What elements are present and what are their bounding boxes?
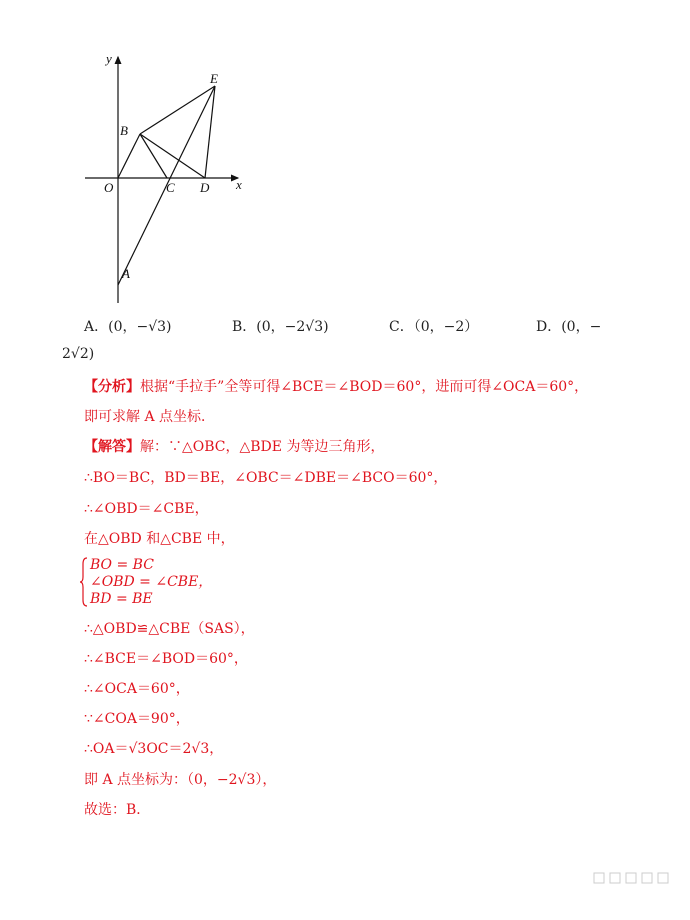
- brace-line-1: BO = BC: [90, 557, 154, 573]
- solution-line-8: ∵∠COA＝90°，: [84, 711, 190, 727]
- answer-line-1: [84, 436, 384, 456]
- brace-line-2: ∠OBD = ∠CBE，: [90, 574, 213, 590]
- analysis-tag: 【分析】: [84, 379, 140, 395]
- label-y: y: [106, 51, 112, 66]
- option-d-continued: 2√2): [62, 346, 95, 362]
- solution-line-9: ∴OA＝√3OC＝2√3，: [84, 741, 224, 757]
- watermark-icon: [592, 870, 682, 886]
- solution-line-6: ∴∠BCE＝∠BOD＝60°，: [84, 651, 248, 667]
- solution-line-11: 故选：B．: [84, 802, 151, 818]
- solution-line-7: ∴∠OCA＝60°，: [84, 681, 190, 697]
- left-brace-icon: [80, 557, 88, 607]
- segment-bc: [140, 134, 167, 178]
- option-c: C．（0，−2）: [389, 319, 479, 335]
- label-e: E: [210, 71, 218, 86]
- segment-ed: [205, 86, 215, 178]
- option-d: D．(0，−: [536, 319, 602, 335]
- brace-line-3: BD = BE: [90, 591, 153, 607]
- analysis-line-1: [84, 376, 588, 396]
- answer-tag: 【解答】: [84, 439, 140, 455]
- solution-line-5: ∴△OBD≌△CBE（SAS），: [84, 621, 255, 637]
- analysis-text-1: 根据“手拉手”全等可得∠BCE＝∠BOD＝60°，进而可得∠OCA＝60°，: [140, 379, 589, 395]
- solution-line-3: ∴∠OBD＝∠CBE，: [84, 501, 209, 517]
- solution-line-2: ∴BO＝BC，BD＝BE，∠OBC＝∠DBE＝∠BCO＝60°，: [84, 470, 448, 486]
- option-b: B．(0，−2√3): [232, 319, 329, 335]
- solution-line-10: 即 A 点坐标为：（0，−2√3），: [84, 772, 277, 788]
- segment-ob: [118, 134, 140, 178]
- label-c: C: [166, 180, 175, 195]
- solution-line-4: 在△OBD 和△CBE 中，: [84, 531, 235, 547]
- figure-svg: [80, 45, 260, 310]
- label-b: B: [120, 123, 128, 138]
- label-o: O: [104, 180, 114, 195]
- analysis-line-2: 即可求解 A 点坐标．: [84, 409, 216, 425]
- geometry-figure: [80, 45, 260, 310]
- label-x: x: [236, 177, 242, 192]
- brace-lines: [90, 557, 212, 608]
- label-a: A: [122, 266, 130, 281]
- option-a: A．(0，−√3): [84, 319, 172, 335]
- answer-options: [84, 316, 624, 336]
- answer-text-1: 解：∵△OBC，△BDE 为等边三角形，: [140, 439, 385, 455]
- segment-bd: [140, 134, 205, 178]
- label-d: D: [200, 180, 210, 195]
